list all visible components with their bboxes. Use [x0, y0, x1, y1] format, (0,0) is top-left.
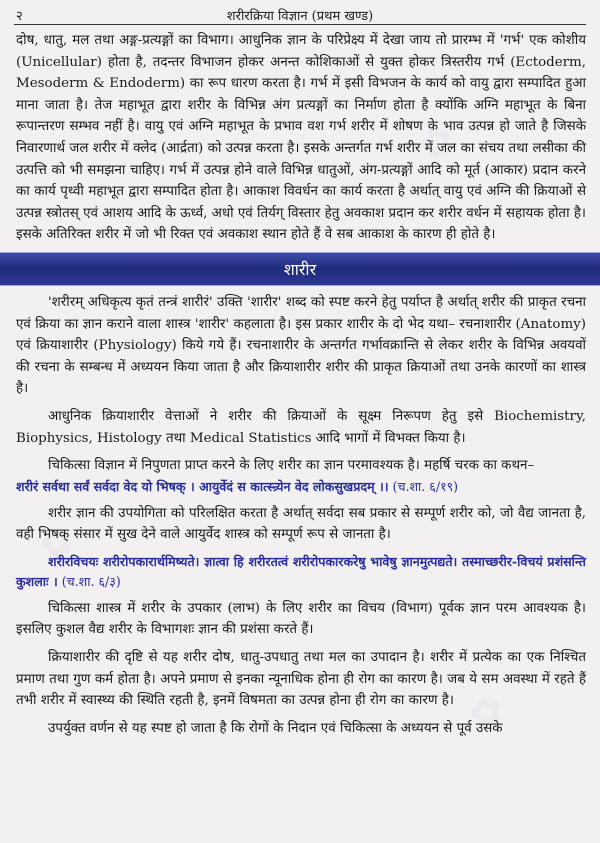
background-watermark: ✿	[413, 115, 461, 171]
intro-paragraph: दोष, धातु, मल तथा अङ्ग-प्रत्यङ्गों का विभाग। आधुनिक ज्ञान के परिप्रेक्ष्य में देखा जाय तो प्रारम्भ में 'गर्भ' एक कोशीय (Unicellular) होता है, तदन्तर विभाजन होकर अनन्त कोशिकाओं से युक्त होकर त्रिस्तरीय गर्भ (Ectoderm, Mesoderm & Endoderm) का रूप धारण करता है। गर्भ में इसी विभजन के कार्य को वायु द्वारा सम्पादित हुआ माना जाता है। तेज महाभूत द्वारा शरीर के विभिन्न अंग प्रत्यङ्गों का निर्माण होता है क्योंकि अग्नि महाभूत के बिना रूपान्तरण सम्भव नहीं है। वायु एवं अग्नि महाभूत के प्रभाव वश गर्भ शरीर में शोषण के भाव उत्पन्न हो जाते है जिसके निवारणार्थ जल शरीर में क्लेद (आर्द्रता) को उत्पन्न करता है। इसके अन्तर्गत गर्भ शरीर में जल का संचय तथा लसीका की उत्पत्ति को भी समझना चाहिए। गर्भ में उत्पन्न होने वाले विभिन्न धातुओं, अंग-प्रत्यङ्गों आदि को मूर्त (आकार) प्रदान करने का कार्य पृथ्वी महाभूत द्वारा सम्पादित होता है। आकाश विवर्धन का कार्य करता है अर्थात् वायु एवं अग्नि की क्रियाओं से उत्पन्न स्त्रोतस् एवं आशय आदि के ऊर्ध्व, अधो एवं तिर्यग् विस्तार हेतु अवकाश प्रदान कर शरीर वर्धन में सहायक होता है। इसके अतिरिक्त शरीर में जो भी रिक्त एवं अवकाश स्थान होते हैं वे सब आकाश के कारण ही होते है।	[16, 33, 586, 243]
body-paragraph-6: क्रियाशारीर की दृष्टि से यह शरीर दोष, धातु-उपधातु तथा मल का उपादान है। शरीर में प्रत्येक का एक निश्चित प्रमाण तथा गुण कर्म होता है। अपने प्रमाण से इनका न्यूनाधिक होना ही रोग का कारण है। जब ये सम अवस्था में रहते हैं तभी शरीर में स्वास्थ्य की स्थिति रहती है, इनमें विषमता का उत्पन्न होना ही रोग का कारण है।	[16, 650, 586, 709]
shloka-text: शरीरं सर्वथा सर्वं सर्वदा वेद यो भिषक् । आयुर्वेदं स कात्स्न्र्येन वेद लोकसुखप्रदम् ।।	[16, 478, 389, 494]
shloka-reference: (च.शा. ६/३)	[61, 573, 121, 589]
body-paragraph-4: शरीर ज्ञान की उपयोगिता को परिलक्षित करता है अर्थात् सर्वदा सब प्रकार से सम्पूर्ण शरीर को, जो वैद्य जानता है, वही भिषक् संसार में सुख देने वाले आयुर्वेद शास्त्र को सम्पूर्ण रूप से जानता है।	[16, 505, 586, 543]
shloka-reference: (च.शा. ६/१९)	[392, 478, 459, 494]
body-paragraph-7: उपर्युक्त वर्णन से यह स्पष्ट हो जाता है कि रोगों के निदान एवं चिकित्सा के अध्ययन से पूर्व उसके	[48, 720, 503, 736]
section-title: शारीर	[283, 259, 317, 279]
shloka-charaka-2	[16, 552, 586, 592]
body-paragraph-3: चिकित्सा विज्ञान में निपुणता प्राप्त करने के लिए शरीर का ज्ञान परमावश्यक है। महर्षि चरक का कथन–	[48, 458, 535, 474]
body-paragraph-5: चिकित्सा शास्त्र में शरीर के उपकार (लाभ) के लिए शरीर का विचय (विभाग) पूर्वक ज्ञान परम आवश्यक है। इसलिए कुशल वैद्य शरीर के विभागशः ज्ञान की प्रशंसा करते हैं।	[16, 600, 586, 638]
page-number: २	[16, 9, 23, 24]
page-content	[16, 30, 586, 739]
shloka-charaka-1	[16, 477, 586, 497]
background-watermark: ✿	[463, 685, 511, 741]
running-header	[14, 6, 586, 25]
shloka-text: शरीरविचयः शरीरोपकारार्थमिष्यते। ज्ञात्वा हि शरीरतत्वं शरीरोपकारकरेषु भावेषु ज्ञानमुत्पद्यते। तस्माच्छरीर-विचयं प्रशंसन्ति कुशलाः ।	[16, 553, 586, 589]
background-watermark: ✿	[33, 515, 81, 571]
body-paragraph-2: आधुनिक क्रियाशारीर वेत्ताओं ने शरीर की क्रियाओं के सूक्ष्म निरूपण हेतु इसे Biochemistry, Biophysics, Histology तथा Medical Statistics आदि भागों में विभक्त किया है।	[16, 408, 586, 446]
section-banner	[0, 252, 600, 286]
body-paragraph-1: 'शरीरम् अधिकृत्य कृतं तन्त्रं शारीरं' उक्ति 'शारीर' शब्द को स्पष्ट करने हेतु पर्याप्त है अर्थात् शरीर की प्राकृत रचना एवं क्रिया का ज्ञान कराने वाला शास्त्र 'शारीर' कहलाता है। इस प्रकार शारीर के दो भेद यथा– रचनाशारीर (Anatomy) एवं क्रियाशारीर (Physiology) किये गये हैं। रचनाशारीर के अन्तर्गत गर्भावक्रान्ति से लेकर शरीर के विभिन्न अवयवों की रचना के सम्बन्ध में अध्ययन किया जाता है और क्रियाशारीर शरीर की प्राकृत क्रियाओं तथा उनके कारणों का शास्त्र है।	[16, 294, 586, 397]
running-title: शरीरक्रिया विज्ञान (प्रथम खण्ड)	[226, 9, 374, 24]
